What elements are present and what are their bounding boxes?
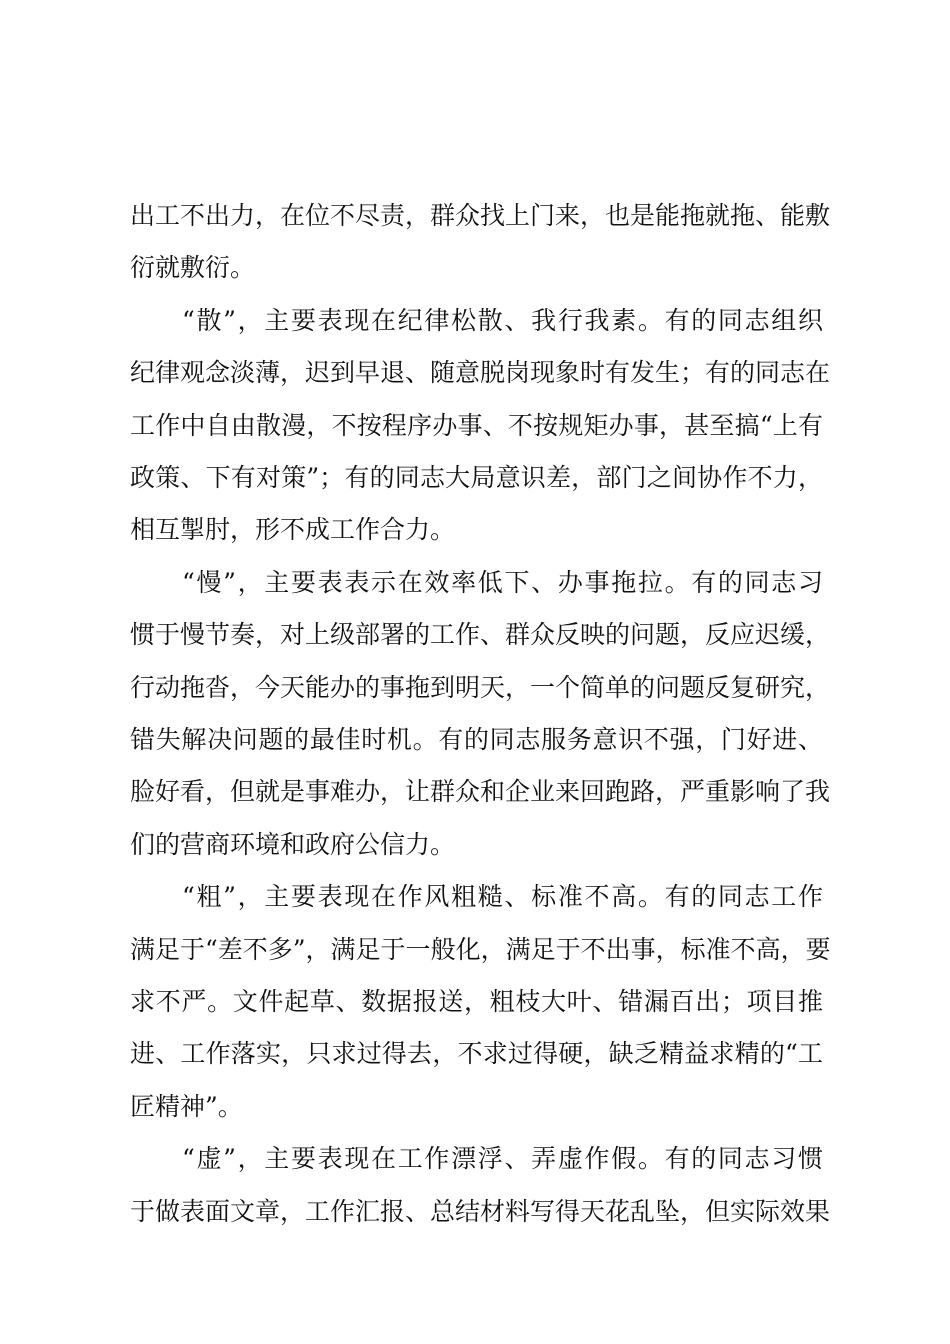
text-line: 纪律观念淡薄，迟到早退、随意脱岗现象时有发生；有的同志在 [130,358,831,388]
text-line: 求不严。文件起草、数据报送，粗枝大叶、错漏百出；项目推 [130,987,823,1016]
text-line: “粗”，主要表现在作风粗糙、标准不高。有的同志工作 [182,882,823,912]
text-line: 进、工作落实，只求过得去，不求过得硬，缺乏精益求精的“工 [130,1039,823,1069]
text-line: 于做表面文章，工作汇报、总结材料写得天花乱坠，但实际效果 [130,1196,831,1226]
text-line: “散”，主要表现在纪律松散、我行我素。有的同志组织 [182,305,823,335]
text-line: “慢”，主要表表示在效率低下、办事拖拉。有的同志习 [182,567,823,597]
text-line: 行动拖沓，今天能办的事拖到明天，一个简单的问题反复研究， [130,672,831,702]
text-line: 衍就敷衍。 [130,253,256,283]
text-line: 工作中自由散漫，不按程序办事、不按规矩办事，甚至搞“上有 [130,410,823,440]
text-line: 相互掣肘，形不成工作合力。 [130,515,456,545]
text-line: “虚”，主要表现在工作漂浮、弄虚作假。有的同志习惯 [182,1144,823,1174]
text-line: 脸好看，但就是事难办，让群众和企业来回跑路，严重影响了我 [130,777,831,807]
text-line: 出工不出力，在位不尽责，群众找上门来，也是能拖就拖、能敷 [130,201,831,230]
text-line: 政策、下有对策”；有的同志大局意识差，部门之间协作不力， [130,463,823,492]
text-line: 错失解决问题的最佳时机。有的同志服务意识不强，门好进、 [130,725,823,754]
text-line: 满足于“差不多”，满足于一般化，满足于不出事，标准不高，要 [130,934,831,964]
text-line: 匠精神”。 [130,1091,243,1121]
text-line: 们的营商环境和政府公信力。 [130,829,456,859]
text-line: 惯于慢节奏，对上级部署的工作、群众反映的问题，反应迟缓， [130,620,831,650]
